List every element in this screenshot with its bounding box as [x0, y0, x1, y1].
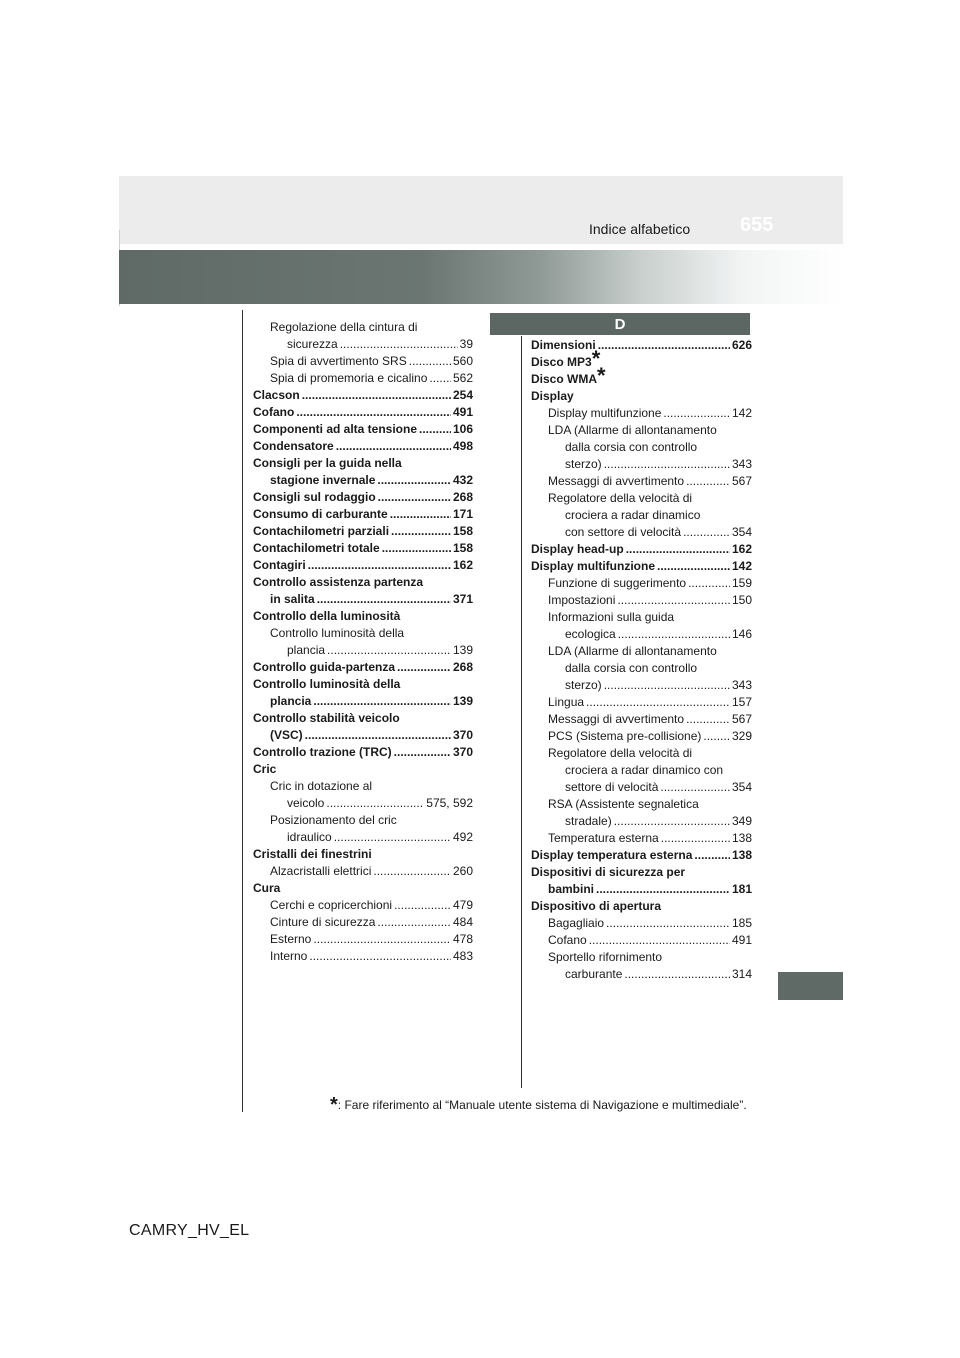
index-entry-text: stagione invernale	[270, 473, 376, 487]
index-entry-text: veicolo	[287, 796, 325, 810]
page-number: 655	[740, 214, 774, 236]
index-entry	[531, 660, 752, 677]
leader-dots	[614, 813, 730, 830]
index-entry-text: Cinture di sicurezza	[270, 915, 376, 929]
footnote	[330, 1094, 747, 1117]
index-entry	[531, 711, 752, 728]
header-band	[119, 176, 843, 244]
index-entry-text: Controllo trazione (TRC)	[253, 745, 392, 759]
index-entry-page: 260	[452, 864, 473, 878]
leader-dots	[598, 337, 730, 354]
index-entry	[253, 455, 473, 472]
index-column-left	[253, 319, 473, 965]
index-entry	[531, 346, 752, 371]
index-entry-page: 343	[731, 678, 752, 692]
index-entry-text: settore di velocità	[565, 780, 659, 794]
index-entry-page: 254	[452, 388, 473, 402]
index-entry-text: Regolatore della velocità di	[548, 746, 693, 760]
index-entry	[253, 744, 473, 761]
index-entry-text: Messaggi di avvertimento	[548, 712, 685, 726]
index-entry	[531, 762, 752, 779]
index-entry	[253, 472, 473, 489]
index-entry-page: 567	[731, 474, 752, 488]
leader-dots	[313, 931, 451, 948]
index-entry-page: 483	[452, 949, 473, 963]
index-entry-text: con settore di velocità	[565, 525, 682, 539]
document-code: CAMRY_HV_EL	[129, 1222, 250, 1239]
leader-dots	[657, 558, 730, 575]
index-entry-text: Display multifunzione	[531, 559, 656, 573]
index-entry-text: Cofano	[548, 933, 587, 947]
index-entry-text: Informazioni sulla guida	[548, 610, 675, 624]
index-entry	[253, 506, 473, 523]
leader-dots	[626, 541, 730, 558]
index-entry	[531, 728, 752, 745]
index-entry-page: 314	[731, 967, 752, 981]
index-entry-page: 491	[452, 405, 473, 419]
index-entry-text: Cric in dotazione al	[270, 779, 373, 793]
index-entry-text: Bagagliaio	[548, 916, 605, 930]
index-entry-text: Consigli per la guida nella	[253, 456, 402, 470]
index-entry-page: 349	[731, 814, 752, 828]
index-entry	[253, 846, 473, 863]
index-entry-page: 106	[452, 422, 473, 436]
index-entry-text: Esterno	[270, 932, 312, 946]
index-entry-text: bambini	[548, 882, 595, 896]
leader-dots	[429, 370, 451, 387]
letter-section-header: D	[490, 313, 750, 335]
index-entry	[253, 421, 473, 438]
leader-dots	[308, 557, 451, 574]
section-title: Indice alfabetico	[589, 221, 691, 237]
index-entry	[531, 592, 752, 609]
index-entry-text: Cerchi e copricerchioni	[270, 898, 393, 912]
index-entry	[253, 591, 473, 608]
index-entry-text: plancia	[287, 643, 326, 657]
leader-dots	[378, 489, 451, 506]
leader-dots	[382, 540, 451, 557]
index-entry	[531, 541, 752, 558]
index-entry	[531, 558, 752, 575]
left-column-rule	[242, 310, 243, 1112]
leader-dots	[688, 575, 730, 592]
index-entry-page: 479	[452, 898, 473, 912]
index-entry	[531, 745, 752, 762]
index-entry	[531, 473, 752, 490]
index-entry-page: 370	[452, 728, 473, 742]
index-entry-text: Display head-up	[531, 542, 624, 556]
index-entry-text: Disco MP3	[531, 355, 592, 369]
index-entry-page: 142	[731, 559, 752, 573]
index-entry-page: 185	[731, 916, 752, 930]
index-entry-text: Sportello rifornimento	[548, 950, 663, 964]
leader-dots	[409, 353, 451, 370]
index-entry-text: stradale)	[565, 814, 612, 828]
index-entry	[253, 608, 473, 625]
index-entry-text: Impostazioni	[548, 593, 616, 607]
index-entry-page: 268	[452, 490, 473, 504]
index-entry-text: Consigli sul rodaggio	[253, 490, 376, 504]
leader-dots	[624, 966, 730, 983]
leader-dots	[336, 438, 451, 455]
index-entry	[253, 863, 473, 880]
index-entry-text: sicurezza	[287, 337, 338, 351]
leader-dots	[618, 626, 730, 643]
index-entry-page: 146	[731, 627, 752, 641]
index-entry	[531, 915, 752, 932]
index-entry-text: crociera a radar dinamico	[565, 508, 701, 522]
index-entry	[531, 677, 752, 694]
index-entry	[531, 830, 752, 847]
leader-dots	[686, 473, 730, 490]
index-entry	[531, 694, 752, 711]
leader-dots	[390, 506, 451, 523]
index-entry-text: Condensatore	[253, 439, 334, 453]
index-entry-text: Regolazione della cintura di	[270, 320, 418, 334]
index-entry	[253, 540, 473, 557]
leader-dots	[661, 830, 730, 847]
index-entry-text: Controllo assistenza partenza	[253, 575, 424, 589]
index-entry-page: 560	[452, 354, 473, 368]
index-entry	[531, 864, 752, 881]
index-entry	[253, 319, 473, 336]
index-entry-text: dalla corsia con controllo	[565, 440, 698, 454]
leader-dots	[397, 659, 451, 676]
leader-dots	[660, 779, 730, 796]
index-entry-page: 139	[452, 694, 473, 708]
index-entry	[531, 881, 752, 898]
leader-dots	[309, 948, 451, 965]
leader-dots	[586, 694, 730, 711]
index-entry-text: PCS (Sistema pre-collisione)	[548, 729, 702, 743]
index-entry	[253, 880, 473, 897]
index-entry-text: dalla corsia con controllo	[565, 661, 698, 675]
index-entry-text: Spia di avvertimento SRS	[270, 354, 407, 368]
index-entry	[531, 847, 752, 864]
leader-dots	[373, 863, 451, 880]
index-entry-page: 626	[731, 338, 752, 352]
index-entry	[531, 898, 752, 915]
index-entry	[531, 456, 752, 473]
index-entry-text: Display multifunzione	[548, 406, 662, 420]
index-entry-page: 158	[452, 524, 473, 538]
index-entry	[253, 557, 473, 574]
index-entry-text: sterzo)	[565, 678, 602, 692]
leader-dots	[302, 387, 451, 404]
index-entry-text: Componenti ad alta tensione	[253, 422, 418, 436]
index-entry-text: Posizionamento del cric	[270, 813, 397, 827]
index-entry-text: Contachilometri parziali	[253, 524, 390, 538]
index-entry-text: Lingua	[548, 695, 585, 709]
index-entry	[253, 727, 473, 744]
index-entry-text: carburante	[565, 967, 623, 981]
index-entry	[253, 438, 473, 455]
index-entry-text: Dispositivi di sicurezza per	[531, 865, 686, 879]
leader-dots	[326, 795, 424, 812]
index-entry-page: 354	[731, 525, 752, 539]
index-entry-text: Cura	[253, 881, 281, 895]
leader-dots	[391, 523, 451, 540]
index-entry-text: Cric	[253, 762, 277, 776]
index-entry	[531, 813, 752, 830]
index-entry-text: ecologica	[565, 627, 616, 641]
index-entry	[531, 643, 752, 660]
index-entry-page: 562	[452, 371, 473, 385]
index-entry	[253, 761, 473, 778]
index-entry-text: Cofano	[253, 405, 295, 419]
index-entry	[253, 574, 473, 591]
leader-dots	[394, 897, 451, 914]
leader-dots	[604, 677, 730, 694]
index-entry-text: Cristalli dei finestrini	[253, 847, 372, 861]
footnote-star: *	[330, 1094, 338, 1116]
index-entry-text: Disco WMA	[531, 372, 597, 386]
index-entry	[531, 405, 752, 422]
index-entry	[253, 642, 473, 659]
index-entry	[531, 949, 752, 966]
index-entry	[531, 609, 752, 626]
index-entry-page: 432	[452, 473, 473, 487]
index-entry	[253, 931, 473, 948]
leader-dots	[296, 404, 451, 421]
index-entry-text: Contagiri	[253, 558, 306, 572]
index-entry	[253, 523, 473, 540]
index-entry	[253, 897, 473, 914]
index-entry	[253, 370, 473, 387]
index-entry-text: crociera a radar dinamico con	[565, 763, 724, 777]
index-entry	[531, 388, 752, 405]
leader-dots	[604, 456, 730, 473]
leader-dots	[683, 524, 730, 541]
footnote-text: : Fare riferimento al “Manuale utente sistema di Navigazione e multimediale”.	[337, 1098, 747, 1112]
index-entry-page: 371	[452, 592, 473, 606]
leader-dots	[694, 847, 730, 864]
index-entry	[253, 710, 473, 727]
index-entry	[531, 779, 752, 796]
index-entry-text: Consumo di carburante	[253, 507, 388, 521]
index-entry	[531, 490, 752, 507]
index-entry-text: Controllo della luminosità	[253, 609, 401, 623]
index-entry	[253, 676, 473, 693]
index-entry-text: LDA (Allarme di allontanamento	[548, 423, 717, 437]
index-entry-page: 162	[731, 542, 752, 556]
index-entry	[253, 336, 473, 353]
index-column-right	[531, 337, 752, 983]
index-entry	[531, 337, 752, 354]
index-entry	[253, 353, 473, 370]
index-entry-page: 138	[731, 848, 752, 862]
index-entry	[531, 422, 752, 439]
index-entry-text: Spia di promemoria e cicalino	[270, 371, 428, 385]
index-entry	[253, 812, 473, 829]
index-entry-page: 329	[731, 729, 752, 743]
index-entry-page: 157	[731, 695, 752, 709]
index-entry	[531, 507, 752, 524]
index-entry	[253, 778, 473, 795]
leader-dots	[305, 727, 451, 744]
middle-column-rule	[521, 336, 522, 1088]
index-entry	[253, 693, 473, 710]
footnote-marker: *	[591, 346, 601, 371]
index-entry-text: Dimensioni	[531, 338, 596, 352]
index-entry-text: plancia	[270, 694, 312, 708]
index-entry-page: 150	[731, 593, 752, 607]
index-entry-page: 162	[452, 558, 473, 572]
index-entry-text: Display temperatura esterna	[531, 848, 693, 862]
leader-dots	[317, 591, 451, 608]
leader-dots	[703, 728, 730, 745]
index-entry-page: 139	[452, 643, 473, 657]
chapter-side-tab	[778, 972, 843, 1000]
index-entry	[253, 914, 473, 931]
leader-dots	[419, 421, 451, 438]
index-entry-page: 478	[452, 932, 473, 946]
index-entry	[253, 404, 473, 421]
index-entry-text: Clacson	[253, 388, 300, 402]
index-entry	[253, 625, 473, 642]
leader-dots	[589, 932, 730, 949]
index-entry-page: 39	[459, 337, 473, 351]
index-entry-text: Temperatura esterna	[548, 831, 659, 845]
index-entry	[531, 575, 752, 592]
index-entry	[253, 489, 473, 506]
index-entry	[531, 626, 752, 643]
index-entry-page: 343	[731, 457, 752, 471]
index-entry-text: Dispositivo di apertura	[531, 899, 662, 913]
chapter-band	[119, 250, 843, 304]
index-entry-text: Controllo luminosità della	[270, 626, 405, 640]
index-entry-page: 575, 592	[426, 796, 473, 810]
index-entry-text: Controllo guida-partenza	[253, 660, 395, 674]
leader-dots	[606, 915, 730, 932]
index-entry-page: 484	[452, 915, 473, 929]
index-entry-page: 158	[452, 541, 473, 555]
leader-dots	[377, 472, 451, 489]
index-entry	[531, 524, 752, 541]
leader-dots	[394, 744, 451, 761]
index-entry-page: 142	[731, 406, 752, 420]
leader-dots	[377, 914, 451, 931]
index-entry	[253, 948, 473, 965]
index-entry	[531, 796, 752, 813]
index-entry	[253, 659, 473, 676]
leader-dots	[686, 711, 730, 728]
index-entry-text: (VSC)	[270, 728, 303, 742]
index-entry-text: Controllo luminosità della	[253, 677, 401, 691]
index-entry-page: 159	[731, 576, 752, 590]
index-entry-text: Funzione di suggerimento	[548, 576, 687, 590]
index-entry	[253, 387, 473, 404]
index-entry-text: Regolatore della velocità di	[548, 491, 693, 505]
index-entry-text: Display	[531, 389, 574, 403]
index-entry-text: LDA (Allarme di allontanamento	[548, 644, 717, 658]
leader-dots	[617, 592, 730, 609]
leader-dots	[340, 336, 458, 353]
index-entry-page: 498	[452, 439, 473, 453]
index-entry-page: 567	[731, 712, 752, 726]
index-entry	[253, 795, 473, 812]
index-entry-text: sterzo)	[565, 457, 602, 471]
index-entry	[531, 363, 752, 388]
index-entry-page: 354	[731, 780, 752, 794]
index-entry	[531, 932, 752, 949]
index-entry-page: 181	[731, 882, 752, 896]
index-entry-text: Controllo stabilità veicolo	[253, 711, 400, 725]
index-entry-text: RSA (Assistente segnaletica	[548, 797, 699, 811]
leader-dots	[334, 829, 451, 846]
index-entry-page: 138	[731, 831, 752, 845]
index-entry-page: 370	[452, 745, 473, 759]
index-entry-text: Messaggi di avvertimento	[548, 474, 685, 488]
index-entry-text: Interno	[270, 949, 308, 963]
index-entry-text: in salita	[270, 592, 315, 606]
index-entry-page: 492	[452, 830, 473, 844]
index-entry-text: idraulico	[287, 830, 332, 844]
leader-dots	[327, 642, 451, 659]
leader-dots	[596, 881, 730, 898]
index-entry-page: 491	[731, 933, 752, 947]
index-entry-text: Alzacristalli elettrici	[270, 864, 372, 878]
index-entry-text: Contachilometri totale	[253, 541, 380, 555]
leader-dots	[663, 405, 730, 422]
leader-dots	[313, 693, 451, 710]
index-entry-page: 268	[452, 660, 473, 674]
index-entry	[531, 966, 752, 983]
index-entry-page: 171	[452, 507, 473, 521]
index-entry	[253, 829, 473, 846]
footnote-marker: *	[597, 363, 606, 388]
index-entry	[531, 439, 752, 456]
